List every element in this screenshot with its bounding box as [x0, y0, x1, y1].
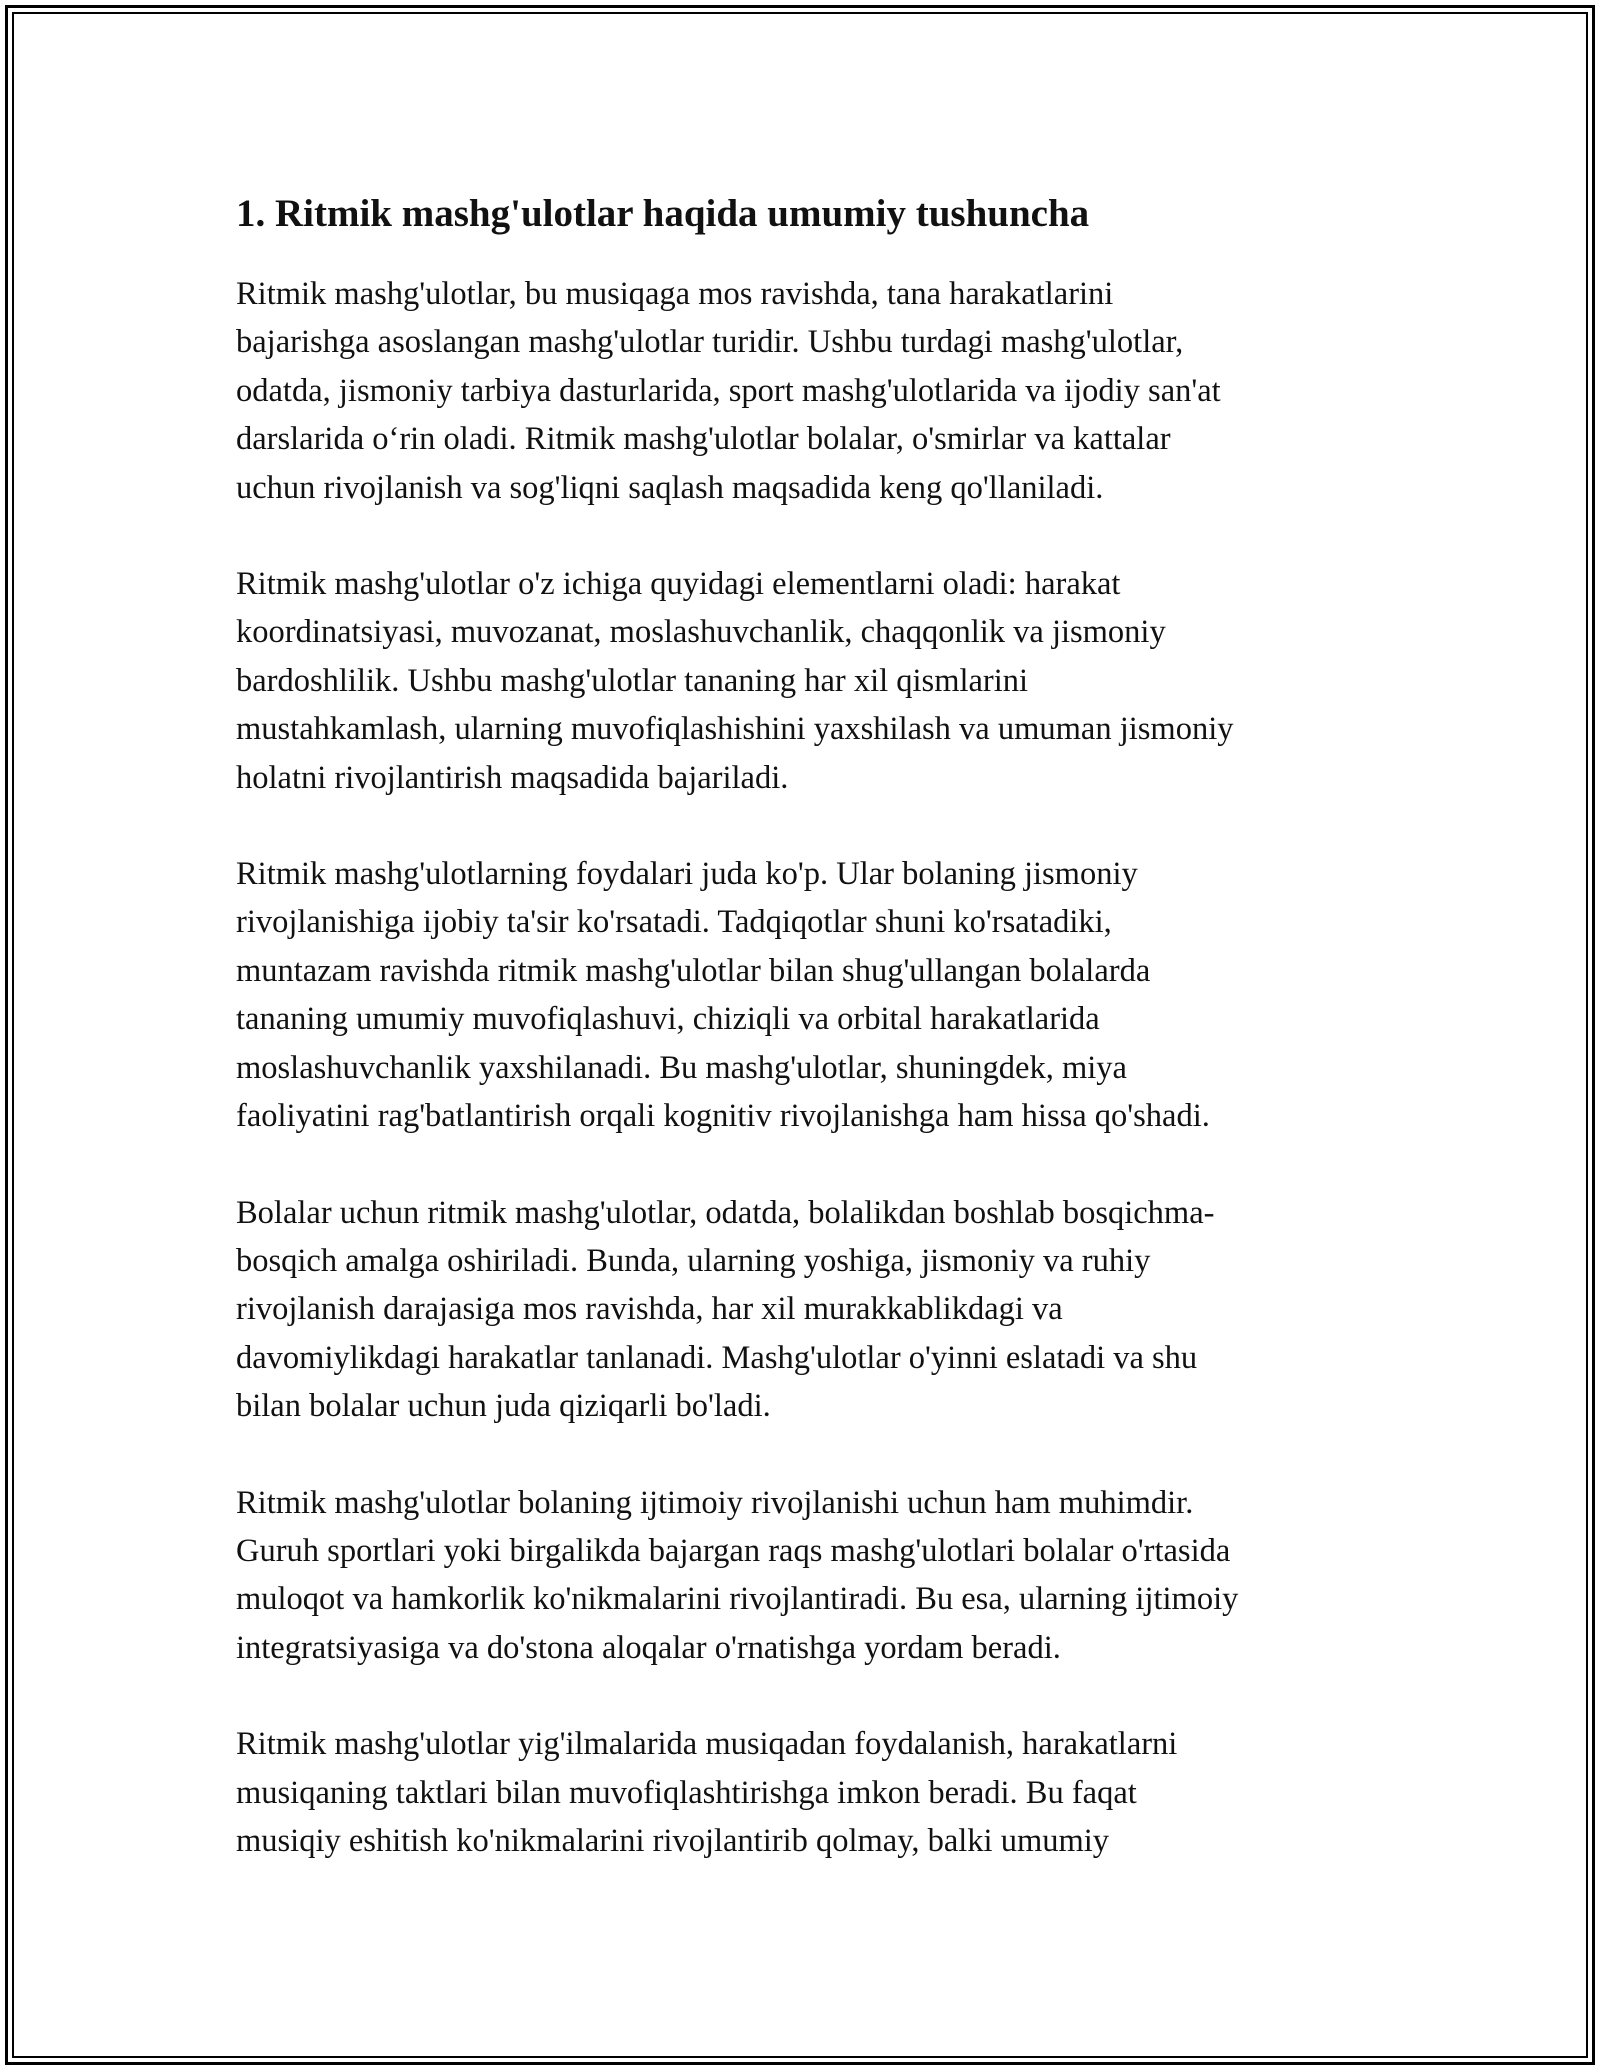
section-heading: 1. Ritmik mashg'ulotlar haqida umumiy tushuncha	[236, 192, 1090, 235]
paragraph-1: Ritmik mashg'ulotlar, bu musiqaga mos ravishda, tana harakatlarini bajarishga asoslangan mashg'ulotlar turidir. Ushbu turdagi mashg'ulotlar, odatda, jismoniy tarbiya dasturlarida, sport mashg'ulotlarida va ijodiy san'at darslarida o‘rin oladi. Ritmik mashg'ulotlar bolalar, o'smirlar va kattalar uchun rivojlanish va sog'liqni saqlash maqsadida keng qo'llaniladi.	[236, 276, 1221, 506]
paragraph-4: Bolalar uchun ritmik mashg'ulotlar, odatda, bolalikdan boshlab bosqichma- bosqich amalga oshiriladi. Bunda, ularning yoshiga, jismoniy va ruhiy rivojlanish darajasiga mos ravishda, har xil murakkablikdagi va davomiylikdagi harakatlar tanlanadi. Mashg'ulotlar o'yinni eslatadi va shu bilan bolalar uchun juda qiziqarli bo'ladi.	[236, 1194, 1215, 1425]
paragraph-6: Ritmik mashg'ulotlar yig'ilmalarida musiqadan foydalanish, harakatlarni musiqaning taktlari bilan muvofiqlashtirishga imkon beradi. Bu faqat musiqiy eshitish ko'nikmalarini rivojlantirib qolmay, balki umumiy	[236, 1726, 1178, 1859]
paragraph-3: Ritmik mashg'ulotlarning foydalari juda ko'p. Ular bolaning jismoniy rivojlanishiga ijobiy ta'sir ko'rsatadi. Tadqiqotlar shuni ko'rsatadiki, muntazam ravishda ritmik mashg'ulotlar bilan shug'ullangan bolalarda tananing umumiy muvofiqlashuvi, chiziqli va orbital harakatlarida moslashuvchanlik yaxshilanadi. Bu mashg'ulotlar, shuningdek, miya faoliyatini rag'batlantirish orqali kognitiv rivojlanishga ham hissa qo'shadi.	[236, 856, 1210, 1135]
paragraph-5: Ritmik mashg'ulotlar bolaning ijtimoiy rivojlanishi uchun ham muhimdir. Guruh sportlari yoki birgalikda bajargan raqs mashg'ulotlari bolalar o'rtasida muloqot va hamkorlik ko'nikmalarini rivojlantiradi. Bu esa, ularning ijtimoiy integratsiyasiga va do'stona aloqalar o'rnatishga yordam beradi.	[236, 1484, 1239, 1666]
document-body	[236, 188, 1376, 1913]
paragraph-2: Ritmik mashg'ulotlar o'z ichiga quyidagi elementlarni oladi: harakat koordinatsiyasi, muvozanat, moslashuvchanlik, chaqqonlik va jismoniy bardoshlilik. Ushbu mashg'ulotlar tananing har xil qismlarini mustahkamlash, ularning muvofiqlashishini yaxshilash va umuman jismoniy holatni rivojlantirish maqsadida bajariladi.	[236, 566, 1234, 796]
